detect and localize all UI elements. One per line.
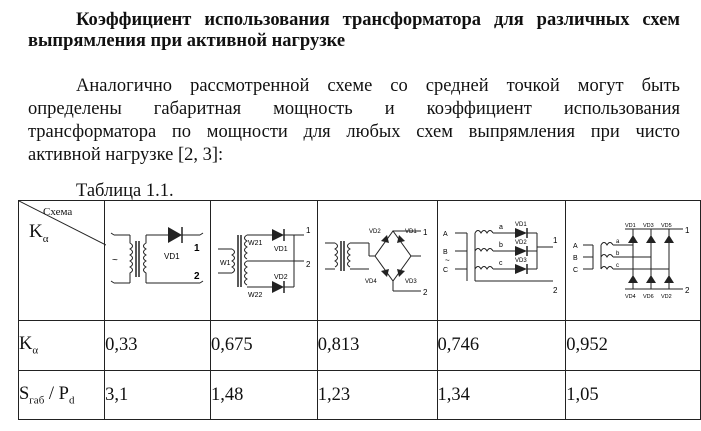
sch3-label-vd3: VD3 xyxy=(405,278,417,285)
schematic-cell-5 xyxy=(566,201,701,321)
sch4-label-2: 2 xyxy=(553,285,558,295)
sch3-label-vd4: VD4 xyxy=(365,278,377,285)
sch4-label-vd3: VD3 xyxy=(515,257,528,264)
sch5-label-a-lower: a xyxy=(616,238,620,245)
sch5-label-a-upper: A xyxy=(573,242,578,250)
sch4-label-c-upper: C xyxy=(443,266,449,274)
sch3-label-1: 1 xyxy=(423,227,428,237)
schematic-cell-4 xyxy=(437,201,566,321)
heading-line-2: выпрямления при активной нагрузке xyxy=(28,31,346,51)
body-paragraph xyxy=(28,75,680,167)
schematic-three-phase-half xyxy=(441,221,561,301)
sch4-label-1: 1 xyxy=(553,235,558,245)
sch5-label-vd5: VD5 xyxy=(661,222,672,229)
sch3-label-2: 2 xyxy=(423,287,428,297)
schematic-center-tap xyxy=(214,221,314,301)
sch2-label-w1: W1 xyxy=(219,259,231,267)
k-alpha-value-2: 0,675 xyxy=(210,321,317,371)
scheme-label: Схема xyxy=(43,206,73,218)
s-gab-value-1: 3,1 xyxy=(105,371,211,420)
sch5-label-vd1: VD1 xyxy=(625,222,636,229)
schematic-cell-1 xyxy=(105,201,211,321)
sch3-label-vd2: VD2 xyxy=(369,228,381,235)
rectifier-table xyxy=(18,200,701,420)
sch2-label-vd1: VD1 xyxy=(273,245,288,253)
k-alpha-value-5: 0,952 xyxy=(566,321,701,371)
k-alpha-value-3: 0,813 xyxy=(317,321,437,371)
s-gab-value-4: 1,34 xyxy=(437,371,566,420)
sch4-label-a-upper: A xyxy=(443,230,449,238)
sch5-label-2: 2 xyxy=(685,285,690,295)
paragraph-line-3: трансформатора по мощности для любых схем выпрямления при чисто xyxy=(28,122,680,142)
row-label-k-alpha: $K_\alpha$ xyxy=(19,321,105,371)
sch5-label-b-upper: B xyxy=(573,254,578,262)
paragraph-line-1: Аналогично рассмотренной схеме со средней точкой могут быть xyxy=(76,76,680,96)
sch5-label-c-lower: c xyxy=(616,262,620,269)
schematic-three-phase-bridge xyxy=(571,221,695,301)
k-alpha-value-4: 0,746 xyxy=(437,321,566,371)
header-corner-cell xyxy=(19,201,105,321)
sch4-label-b-upper: B xyxy=(443,248,449,256)
sch1-label-1: 1 xyxy=(193,242,200,254)
sch4-label-vd1: VD1 xyxy=(515,221,528,228)
sch4-label-a-lower: a xyxy=(499,223,504,231)
sch2-label-1: 1 xyxy=(305,225,311,235)
schematic-half-wave xyxy=(108,221,208,301)
sch2-label-w21: W21 xyxy=(247,239,263,247)
sch2-label-2: 2 xyxy=(305,259,311,269)
k-alpha-label: $K_\alpha$ xyxy=(29,221,49,245)
sch2-label-vd2: VD2 xyxy=(273,273,288,281)
sch5-label-vd2: VD2 xyxy=(661,293,672,300)
section-heading xyxy=(28,10,680,52)
k-alpha-value-1: 0,33 xyxy=(105,321,211,371)
sch3-label-vd1: VD1 xyxy=(405,228,417,235)
sch1-label-vd1: VD1 xyxy=(163,251,180,261)
sch5-label-vd4: VD4 xyxy=(625,293,636,300)
table-caption: Таблица 1.1. xyxy=(76,181,174,201)
sch5-label-1: 1 xyxy=(685,225,690,235)
sch1-label-ac: ~ xyxy=(111,254,118,266)
table-row-schematics xyxy=(19,201,701,321)
s-gab-value-5: 1,05 xyxy=(566,371,701,420)
sch5-label-b-lower: b xyxy=(616,250,620,257)
s-gab-value-3: 1,23 xyxy=(317,371,437,420)
header-diagonal-line xyxy=(19,201,106,320)
sch5-label-c-upper: C xyxy=(573,266,579,274)
row-label-s-gab-pd: $S_{габ} / P_d$ xyxy=(19,371,105,420)
sch4-label-ac: ~ xyxy=(445,255,451,265)
schematic-cell-3 xyxy=(317,201,437,321)
sch4-label-vd2: VD2 xyxy=(515,239,528,246)
table-row-s-gab xyxy=(19,371,701,420)
sch4-label-b-lower: b xyxy=(499,241,504,249)
sch4-label-c-lower: c xyxy=(499,259,503,267)
paragraph-line-2: определены габаритная мощность и коэффициент использования xyxy=(28,99,680,119)
sch5-label-vd3: VD3 xyxy=(643,222,654,229)
sch2-label-w22: W22 xyxy=(247,291,263,299)
sch1-label-2: 2 xyxy=(193,270,200,282)
schematic-bridge xyxy=(321,221,433,301)
s-gab-value-2: 1,48 xyxy=(210,371,317,420)
table-row-k-alpha xyxy=(19,321,701,371)
paragraph-line-4: активной нагрузке [2, 3]: xyxy=(28,145,224,165)
sch5-label-vd6: VD6 xyxy=(643,293,654,300)
heading-line-1: Коэффициент использования трансформатора для различных схем xyxy=(76,10,680,30)
schematic-cell-2 xyxy=(210,201,317,321)
